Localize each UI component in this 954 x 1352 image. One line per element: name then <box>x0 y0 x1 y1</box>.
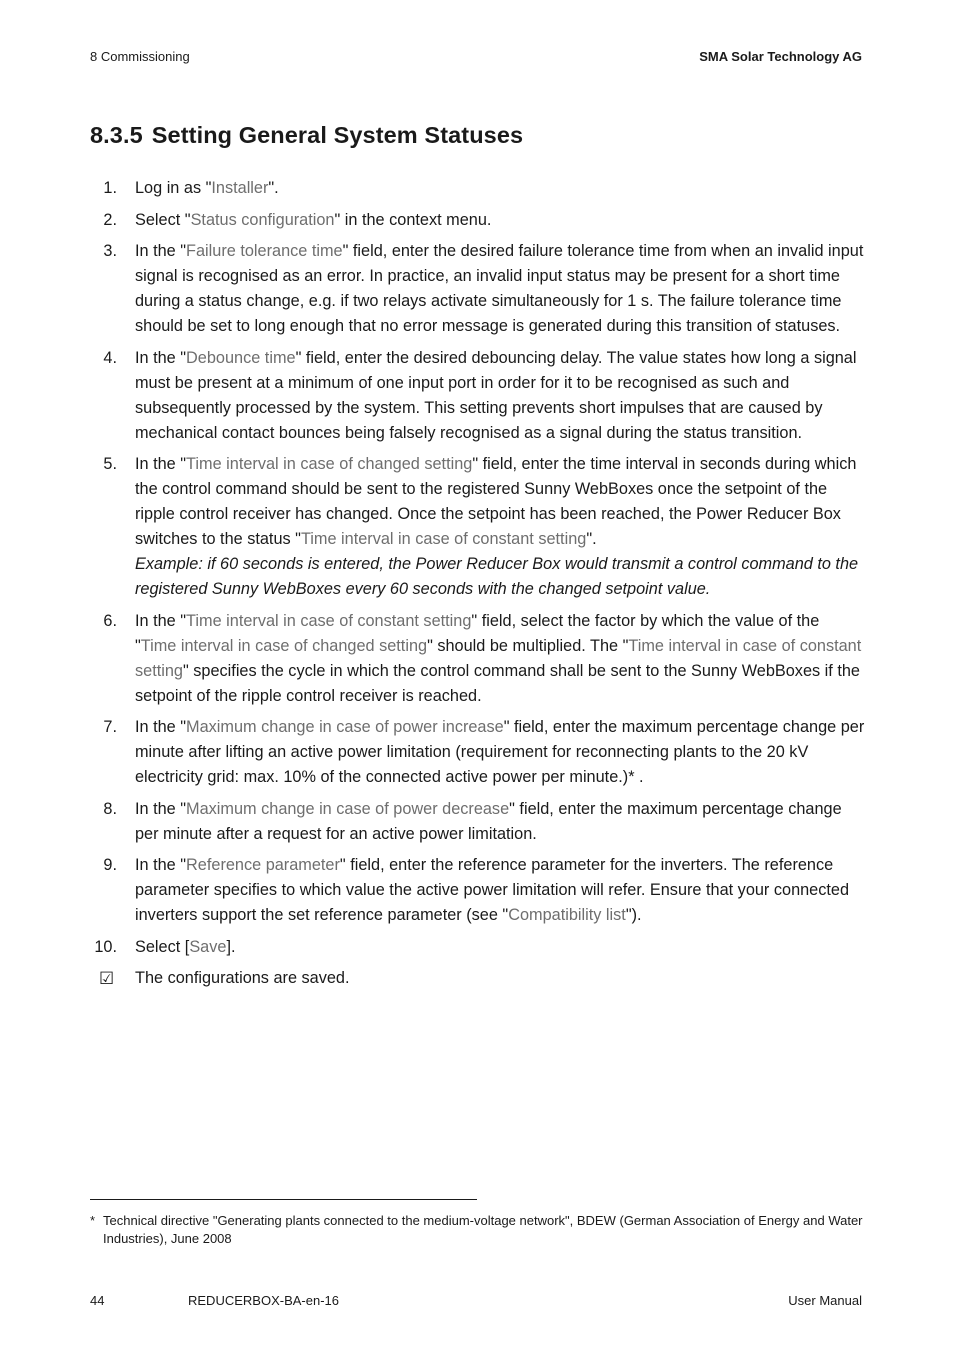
ui-term-compatibility-list: Compatibility list <box>508 906 626 924</box>
ui-term-status-configuration: Status configuration <box>190 210 335 229</box>
step-text: "). <box>625 906 642 924</box>
step-text: In the " <box>135 611 187 630</box>
step-number: 1. <box>103 179 117 197</box>
ui-term-installer: Installer <box>211 179 269 197</box>
step-number: 9. <box>103 856 117 874</box>
running-header-chapter: 8 Commissioning <box>90 49 190 64</box>
step-number: 10. <box>94 937 117 956</box>
ui-term-time-interval-changed: Time interval in case of changed setting <box>140 636 428 655</box>
step-item <box>90 715 865 790</box>
step-number: 7. <box>103 718 117 736</box>
footnote <box>90 1212 865 1248</box>
step-text: " field, select the factor by which the value of the " <box>135 611 820 655</box>
ui-term-time-interval-constant: Time interval in case of constant setting <box>186 611 472 630</box>
step-text: Log in as " <box>135 179 212 197</box>
step-number: 2. <box>103 210 117 229</box>
step-item <box>90 239 865 339</box>
ui-term-failure-tolerance-time: Failure tolerance time <box>186 242 343 260</box>
step-text: " field, enter the desired failure tolerance time from when an invalid input signal is recognised as an error. In practice, an invalid input status may be present for a short time during a status change, e.g. if two relays activate simultaneously for 1 s. The failure tolerance time should be set to long enough that no error message is generated during this transition of statuses. <box>135 242 864 335</box>
step-number: 3. <box>103 242 117 260</box>
step-text: In the " <box>135 856 187 874</box>
section-number: 8.3.5 <box>90 122 143 148</box>
section-heading <box>90 122 523 149</box>
ui-term-reference-parameter: Reference parameter <box>186 856 340 874</box>
step-text: ". <box>586 530 597 548</box>
step-text: Select " <box>135 210 191 229</box>
result-text: The configurations are saved. <box>135 969 350 987</box>
step-item <box>90 609 865 709</box>
step-text: " field, enter the desired debouncing delay. The value states how long a signal must be present at a minimum of one input port in order for it to be recognised as such and subsequently processed by the system. This setting prevents short impulses that are caused by mechanical contact bounces being falsely recognised as a signal during the status transition. <box>135 348 857 442</box>
ui-term-time-interval-constant: Time interval in case of constant setting <box>135 636 862 680</box>
step-item <box>90 346 865 446</box>
step-number: 6. <box>103 611 117 630</box>
document-type: User Manual <box>788 1293 862 1308</box>
document-id: REDUCERBOX-BA-en-16 <box>188 1293 339 1308</box>
ui-term-max-change-increase: Maximum change in case of power increase <box>186 718 504 736</box>
step-item <box>90 935 865 960</box>
checkbox-checked-icon: ☑ <box>99 969 115 988</box>
step-text: ]. <box>226 937 236 956</box>
step-text: In the " <box>135 348 187 367</box>
section-title: Setting General System Statuses <box>151 122 524 148</box>
step-number: 4. <box>103 348 117 367</box>
ui-term-debounce-time: Debounce time <box>186 348 296 367</box>
step-number: 5. <box>103 455 117 473</box>
step-text: " field, enter the reference parameter for the inverters. The reference parameter specifies to which value the active power limitation will refer. Ensure that your connected inverters support the set reference parameter (see " <box>135 856 850 924</box>
step-list <box>90 176 865 998</box>
step-text: In the " <box>135 242 187 260</box>
footnote-divider <box>90 1199 477 1200</box>
ui-term-time-interval-constant: Time interval in case of constant setting <box>300 530 587 548</box>
step-text: " field, enter the maximum percentage change per minute after a request for an active power limitation. <box>135 799 842 843</box>
step-text: " field, enter the time interval in seconds during which the control command should be sent to the registered Sunny WebBoxes once the setpoint of the ripple control receiver has changed. Once the setpoint has been reached, the Power Reducer Box switches to the status " <box>135 455 857 548</box>
ui-term-save: Save <box>189 937 227 956</box>
footnote-mark: * <box>90 1213 96 1228</box>
step-text: " should be multiplied. The " <box>427 636 629 655</box>
result-item <box>90 966 865 991</box>
step-item <box>90 452 865 602</box>
step-item <box>90 176 865 201</box>
ui-term-max-change-decrease: Maximum change in case of power decrease <box>186 799 510 818</box>
step-text: " specifies the cycle in which the control command shall be sent to the Sunny WebBoxes if the setpoint of the ripple control receiver is reached. <box>135 661 860 705</box>
step-item <box>90 853 865 928</box>
step-text: Select [ <box>135 937 190 956</box>
ui-term-time-interval-changed: Time interval in case of changed setting <box>186 455 473 473</box>
step-text: In the " <box>135 718 187 736</box>
step-example: Example: if 60 seconds is entered, the Power Reducer Box would transmit a control command to the registered Sunny WebBoxes every 60 seconds with the changed setpoint value. <box>135 555 859 598</box>
step-text: In the " <box>135 455 187 473</box>
step-item <box>90 797 865 847</box>
footnote-text: Technical directive "Generating plants connected to the medium-voltage network", BDEW (German Association of Energy and Water Industries), June 2008 <box>103 1213 863 1246</box>
step-text: " in the context menu. <box>334 210 492 229</box>
step-item <box>90 208 865 233</box>
step-number: 8. <box>103 799 117 818</box>
running-header-company: SMA Solar Technology AG <box>699 49 862 64</box>
step-text: In the " <box>135 799 187 818</box>
step-text: ". <box>268 179 279 197</box>
step-text: " field, enter the maximum percentage change per minute after lifting an active power limitation (requirement for reconnecting plants to the 20 kV electricity grid: max. 10% of the connected active power per minute.)* . <box>135 718 865 786</box>
page-number: 44 <box>90 1293 105 1308</box>
